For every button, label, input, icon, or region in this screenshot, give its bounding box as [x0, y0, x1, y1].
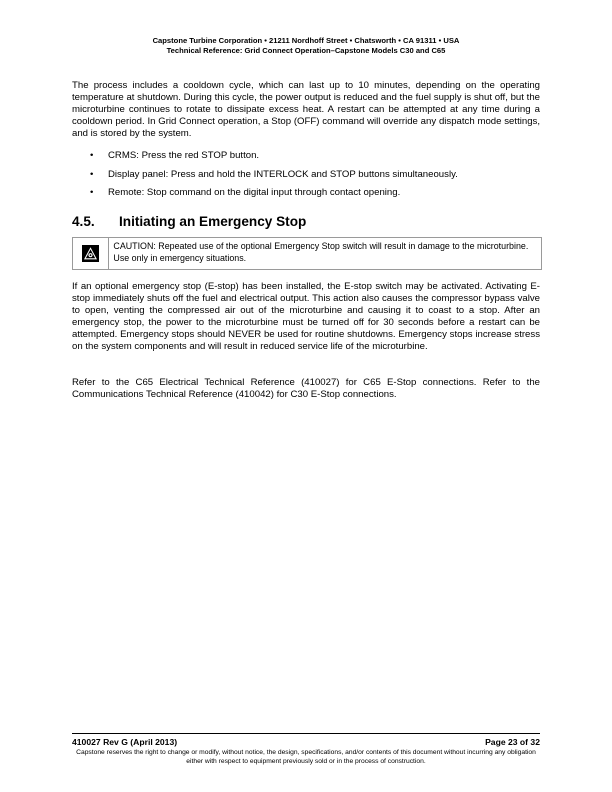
section-title: Initiating an Emergency Stop [119, 214, 307, 229]
list-item-text: Remote: Stop command on the digital input through contact opening. [108, 187, 401, 198]
caution-box [72, 237, 542, 270]
page-footer [72, 737, 540, 748]
footer-disclaimer: Capstone reserves the right to change or modify, without notice, the design, specifications, and/or contents of this document without incurring any obligation either with respect to equipment previously sold or in the process of construction. [76, 749, 536, 765]
footer-page-number: Page 23 of 32 [485, 737, 540, 747]
header-doc-title: Technical Reference: Grid Connect Operation–Capstone Models C30 and C65 [166, 46, 446, 55]
caution-icon [82, 245, 99, 262]
header-address: Capstone Turbine Corporation • 21211 Nordhoff Street • Chatsworth • CA 91311 • USA [152, 36, 460, 45]
estop-paragraph: If an optional emergency stop (E-stop) has been installed, the E-stop switch may be activated. Activating E-stop immediately shuts off the fuel and electrical output. This action also causes the compressor bypass valve to open, venting the compressed air out of the microturbine and causing it to coast to a stop. After an emergency stop, the power to the microturbine must be turned off for 30 seconds before a restart can be attempted. Emergency stops should NEVER be used for routine shutdowns. Emergency stops increase stress on the system components and will result in reduced service life of the microturbine. [72, 281, 540, 352]
bullet-icon: • [90, 187, 94, 198]
list-item [72, 150, 540, 162]
caution-icon-cell [73, 238, 109, 269]
section-number: 4.5. [72, 214, 95, 229]
bullet-icon: • [90, 150, 94, 161]
list-item [72, 187, 540, 199]
page-header [72, 36, 540, 56]
list-item-text: CRMS: Press the red STOP button. [108, 150, 260, 161]
bullet-icon: • [90, 168, 94, 180]
refer-paragraph: Refer to the C65 Electrical Technical Reference (410027) for C65 E-Stop connections. Refer to the Communications Technical Reference (410042) for C30 E-Stop connections. [72, 377, 540, 400]
list-item-text: Display panel: Press and hold the INTERLOCK and STOP buttons simultaneously. [108, 168, 458, 180]
intro-paragraph: The process includes a cooldown cycle, which can last up to 10 minutes, depending on the operating temperature at shutdown. During this cycle, the power output is reduced and the fuel supply is shut off, but the microturbine continues to rotate to dissipate excess heat. A restart can be attempted at any time during a cooldown period. In Grid Connect operation, a Stop (OFF) command will override any dispatch mode settings, and is stored by the system. [72, 80, 540, 139]
list-item [72, 169, 540, 181]
caution-text: CAUTION: Repeated use of the optional Emergency Stop switch will result in damage to the microturbine. Use only in emergency situations. [113, 241, 529, 263]
footer-divider [72, 733, 540, 734]
stop-methods-list [72, 150, 540, 206]
footer-doc-id: 410027 Rev G (April 2013) [72, 737, 178, 747]
section-heading [72, 213, 540, 231]
